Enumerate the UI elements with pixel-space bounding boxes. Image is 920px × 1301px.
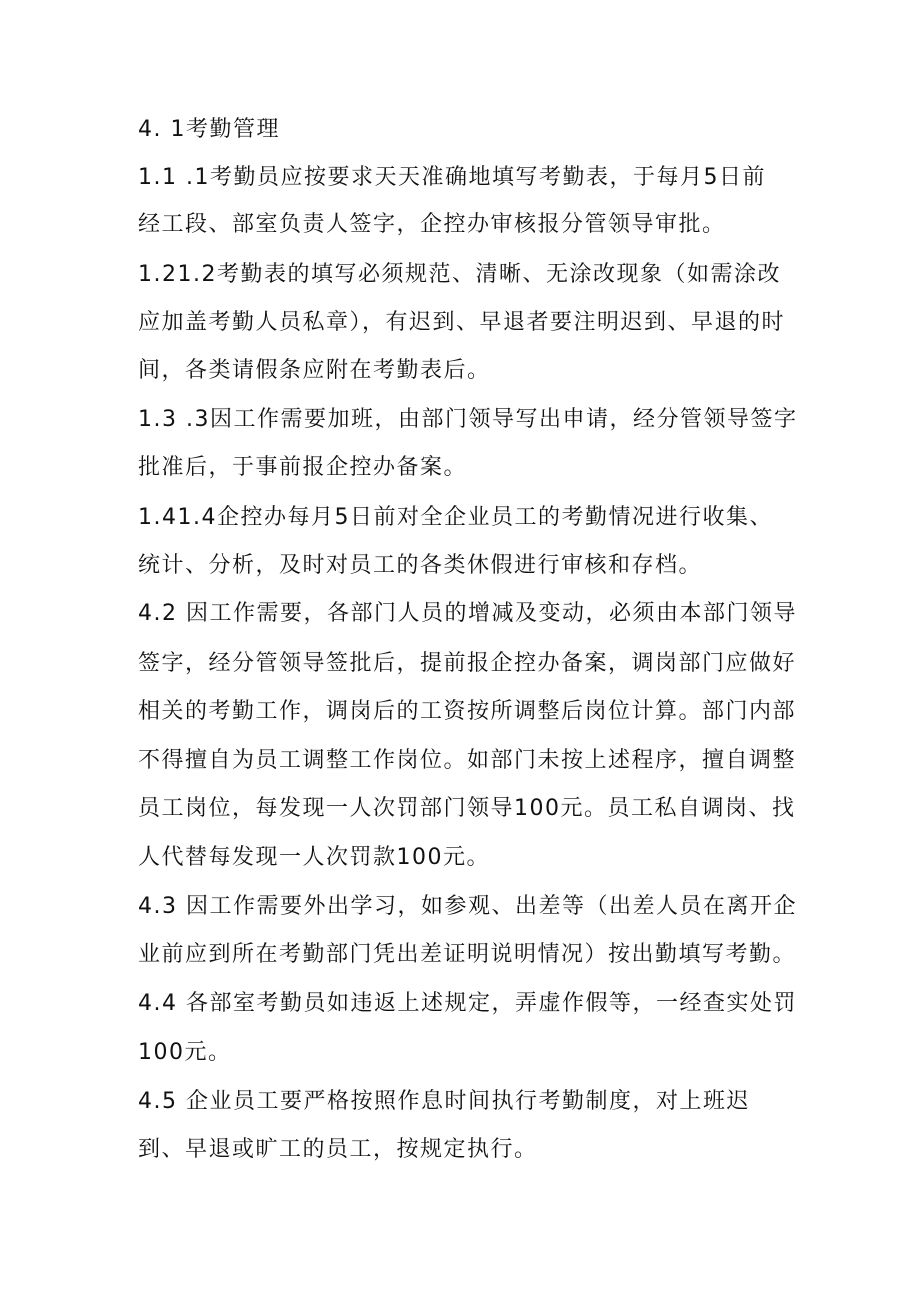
paragraph-line: 4.2 因工作需要，各部门人员的增减及变动，必须由本部门领导 — [138, 601, 797, 626]
paragraph-line: 1.41.4企控办每月5日前对全企业员工的考勤情况进行收集、 — [138, 505, 773, 530]
paragraph-line: 4.3 因工作需要外出学习，如参观、出差等（出差人员在离开企 — [138, 894, 797, 919]
paragraph-line: 1.1 .1考勤员应按要求天天准确地填写考勤表，于每月5日前 — [138, 165, 766, 190]
paragraph-line: 业前应到所在考勤部门凭出差证明说明情况）按出勤填写考勤。 — [138, 942, 797, 967]
paragraph-line: 批准后，于事前报企控办备案。 — [138, 455, 468, 480]
paragraph-line: 4.5 企业员工要严格按照作息时间执行考勤制度，对上班迟 — [138, 1089, 750, 1114]
paragraph-line: 应加盖考勤人员私章），有迟到、早退者要注明迟到、早退的时 — [138, 310, 786, 335]
paragraph-line: 人代替每发现一人次罚款100元。 — [138, 845, 490, 870]
paragraph-line: 相关的考勤工作，调岗后的工资按所调整后岗位计算。部门内部 — [138, 699, 797, 724]
paragraph-line: 不得擅自为员工调整工作岗位。如部门未按上述程序，擅自调整 — [138, 748, 797, 773]
paragraph-line: 到、早退或旷工的员工，按规定执行。 — [138, 1137, 538, 1162]
paragraph-line: 4.4 各部室考勤员如违返上述规定，弄虚作假等，一经查实处罚 — [138, 991, 797, 1016]
paragraph-line: 经工段、部室负责人签字，企控办审核报分管领导审批。 — [138, 212, 726, 237]
section-heading: 4. 1考勤管理 — [138, 117, 280, 142]
paragraph-line: 100元。 — [138, 1040, 232, 1065]
paragraph-line: 统计、分析，及时对员工的各类休假进行审核和存档。 — [138, 553, 703, 578]
paragraph-line: 员工岗位，每发现一人次罚部门领导100元。员工私自调岗、找 — [138, 796, 796, 821]
paragraph-line: 签字，经分管领导签批后，提前报企控办备案，调岗部门应做好 — [138, 651, 797, 676]
paragraph-line: 1.21.2考勤表的填写必须规范、清晰、无涂改现象（如需涂改 — [138, 262, 781, 287]
paragraph-line: 1.3 .3因工作需要加班，由部门领导写出申请，经分管领导签字 — [138, 407, 798, 432]
paragraph-line: 间，各类请假条应附在考勤表后。 — [138, 358, 491, 383]
